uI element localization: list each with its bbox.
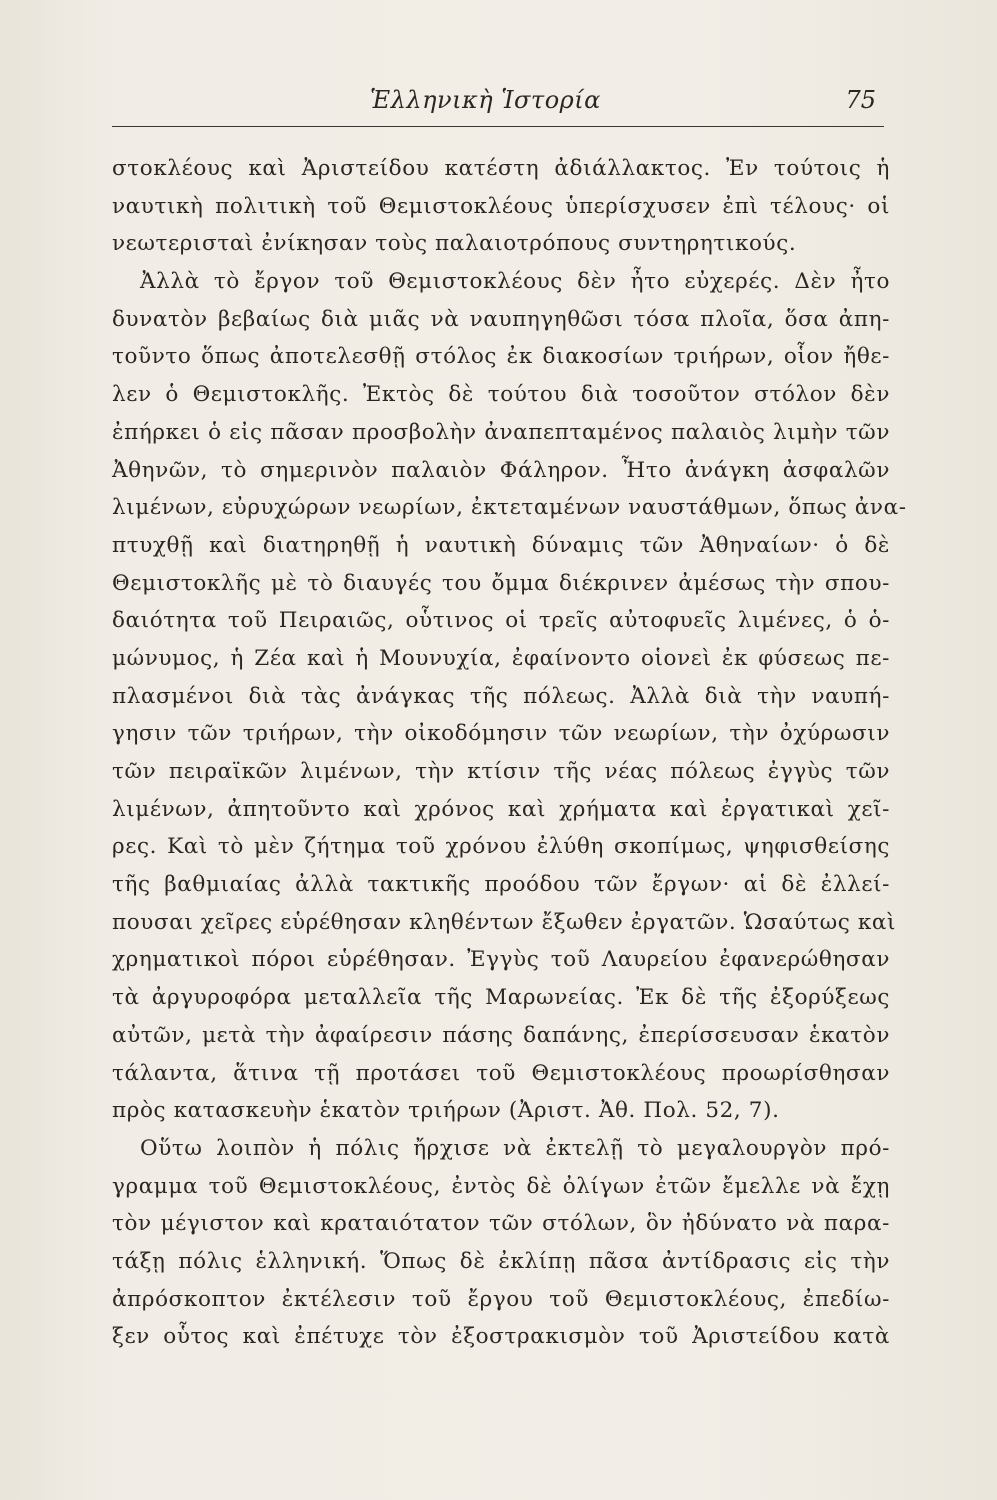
text-line: ἐπήρκει ὁ εἰς πᾶσαν προσβολὴν ἀναπεπταμένος παλαιὸς λιμὴν τῶν <box>112 419 890 445</box>
text-line: τὸν μέγιστον καὶ κραταιότατον τῶν στόλων, ὃν ἠδύνατο νὰ παρα- <box>112 1211 890 1237</box>
text-line: μώνυμος, ἡ Ζέα καὶ ἡ Μουνυχία, ἐφαίνοντο οἱονεὶ ἐκ φύσεως πε- <box>112 645 890 671</box>
text-line: Ἀθηνῶν, τὸ σημερινὸν παλαιὸν Φάληρον. Ἦτο ἀνάγκη ἀσφαλῶν <box>112 457 890 483</box>
text-line: ρες. Καὶ τὸ μὲν ζήτημα τοῦ χρόνου ἐλύθη σκοπίμως, ψηφισθείσης <box>112 834 890 860</box>
text-line: λιμένων, ἀπητοῦντο καὶ χρόνος καὶ χρήματα καὶ ἐργατικαὶ χεῖ- <box>112 796 890 822</box>
text-line: ναυτικὴ πολιτικὴ τοῦ Θεμιστοκλέους ὑπερίσχυσεν ἐπὶ τέλους· οἱ <box>112 193 890 219</box>
running-title: Ἑλληνικὴ Ἱστορία <box>370 86 601 114</box>
text-line: ἀπρόσκοπτον ἐκτέλεσιν τοῦ ἔργου τοῦ Θεμιστοκλέους, ἐπεδίω- <box>112 1286 890 1312</box>
body-text <box>112 150 907 1356</box>
text-line: λιμένων, εὐρυχώρων νεωρίων, ἐκτεταμένων ναυστάθμων, ὅπως ἀνα- <box>112 495 907 521</box>
text-line: γραμμα τοῦ Θεμιστοκλέους, ἐντὸς δὲ ὀλίγων ἐτῶν ἔμελλε νὰ ἔχῃ <box>112 1173 890 1199</box>
text-line: τῶν πειραϊκῶν λιμένων, τὴν κτίσιν τῆς νέας πόλεως ἐγγὺς τῶν <box>112 759 890 784</box>
text-line: Θεμιστοκλῆς μὲ τὸ διαυγές του ὄμμα διέκρινεν ἀμέσως τὴν σπου- <box>112 570 890 596</box>
text-line: δαιότητα τοῦ Πειραιῶς, οὗτινος οἱ τρεῖς αὐτοφυεῖς λιμένες, ὁ ὁ- <box>112 608 890 634</box>
text-line: νεωτερισταὶ ἐνίκησαν τοὺς παλαιοτρόπους συντηρητικούς. <box>112 231 797 257</box>
text-line: πρὸς κατασκευὴν ἑκατὸν τριήρων (Ἀριστ. Ἀθ. Πολ. 52, 7). <box>112 1098 780 1124</box>
text-line: γησιν τῶν τριήρων, τὴν οἰκοδόμησιν τῶν νεωρίων, τὴν ὀχύρωσιν <box>112 721 890 747</box>
text-line: τάξῃ πόλις ἑλληνική. Ὅπως δὲ ἐκλίπῃ πᾶσα ἀντίδρασις εἰς τὴν <box>112 1248 890 1274</box>
text-line: στοκλέους καὶ Ἀριστείδου κατέστη ἀδιάλλακτος. Ἐν τούτοις ἡ <box>112 156 890 181</box>
text-line: αὐτῶν, μετὰ τὴν ἀφαίρεσιν πάσης δαπάνης, ἐπερίσσευσαν ἑκατὸν <box>112 1022 890 1048</box>
text-line: Οὕτω λοιπὸν ἡ πόλις ἤρχισε νὰ ἐκτελῇ τὸ μεγαλουργὸν πρό- <box>140 1135 890 1161</box>
text-line: δυνατὸν βεβαίως διὰ μιᾶς νὰ ναυπηγηθῶσι τόσα πλοῖα, ὅσα ἀπη- <box>112 306 890 332</box>
text-line: πλασμένοι διὰ τὰς ἀνάγκας τῆς πόλεως. Ἀλλὰ διὰ τὴν ναυπή- <box>112 683 890 709</box>
text-line: τῆς βαθμιαίας ἀλλὰ τακτικῆς προόδου τῶν ἔργων· αἱ δὲ ἐλλεί- <box>112 872 890 898</box>
text-line: λεν ὁ Θεμιστοκλῆς. Ἐκτὸς δὲ τούτου διὰ τοσοῦτον στόλον δὲν <box>112 382 890 408</box>
text-line: πουσαι χεῖρες εὑρέθησαν κληθέντων ἔξωθεν ἐργατῶν. Ὡσαύτως καὶ <box>112 909 897 935</box>
text-line: τοῦντο ὅπως ἀποτελεσθῇ στόλος ἐκ διακοσίων τριήρων, οἷον ἤθε- <box>112 344 890 370</box>
text-line: πτυχθῇ καὶ διατηρηθῇ ἡ ναυτικὴ δύναμις τῶν Ἀθηναίων· ὁ δὲ <box>112 532 890 558</box>
text-line: τάλαντα, ἅτινα τῇ προτάσει τοῦ Θεμιστοκλέους προωρίσθησαν <box>112 1060 890 1086</box>
page-header <box>112 86 884 126</box>
text-line: ξεν οὗτος καὶ ἐπέτυχε τὸν ἐξοστρακισμὸν τοῦ Ἀριστείδου κατὰ <box>112 1324 890 1350</box>
page-number: 75 <box>845 86 876 114</box>
header-rule <box>112 126 884 127</box>
text-line: χρηματικοὶ πόροι εὑρέθησαν. Ἐγγὺς τοῦ Λαυρείου ἐφανερώθησαν <box>112 947 890 973</box>
text-line: Ἀλλὰ τὸ ἔργον τοῦ Θεμιστοκλέους δὲν ἦτο εὐχερές. Δὲν ἦτο <box>140 269 890 295</box>
text-line: τὰ ἀργυροφόρα μεταλλεῖα τῆς Μαρωνείας. Ἐκ δὲ τῆς ἐξορύξεως <box>112 985 890 1011</box>
